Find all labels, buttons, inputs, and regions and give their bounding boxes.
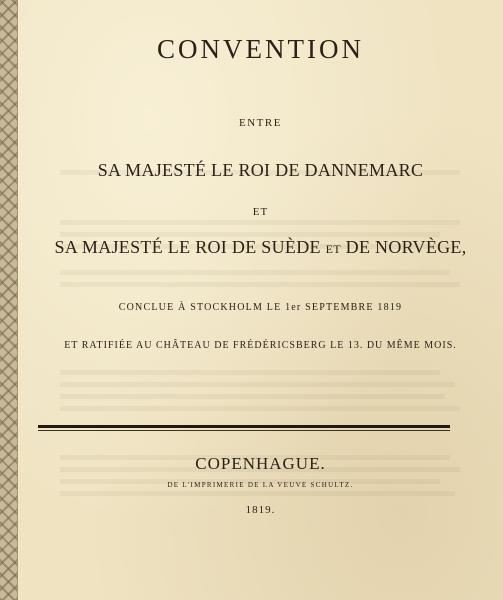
second-party xyxy=(18,237,503,258)
entre-label: ENTRE xyxy=(239,117,282,129)
binding-edge xyxy=(0,0,18,600)
et-label: ET xyxy=(252,206,269,218)
divider-thick xyxy=(38,425,450,428)
document-title: CONVENTION xyxy=(157,34,364,64)
imprint-year: 1819. xyxy=(245,504,276,516)
imprint-city: COPENHAGUE. xyxy=(195,454,326,473)
imprint-printer: DE L'IMPRIMERIE DE LA VEUVE SCHULTZ. xyxy=(167,481,354,489)
second-party-end: DE NORVÈGE, xyxy=(340,237,467,257)
second-party-et: ET xyxy=(325,242,341,256)
ratified-line: ET RATIFIÉE AU CHÂTEAU DE FRÉDÉRICSBERG LE 13. DU MÊME MOIS. xyxy=(64,340,457,351)
first-party: SA MAJESTÉ LE ROI DE DANNEMARC xyxy=(97,160,424,180)
divider-thin xyxy=(38,430,450,431)
concluded-line: CONCLUE À STOCKHOLM LE 1er SEPTEMBRE 1819 xyxy=(118,302,403,313)
second-party-main: SA MAJESTÉ LE ROI DE SUÈDE xyxy=(54,237,326,257)
